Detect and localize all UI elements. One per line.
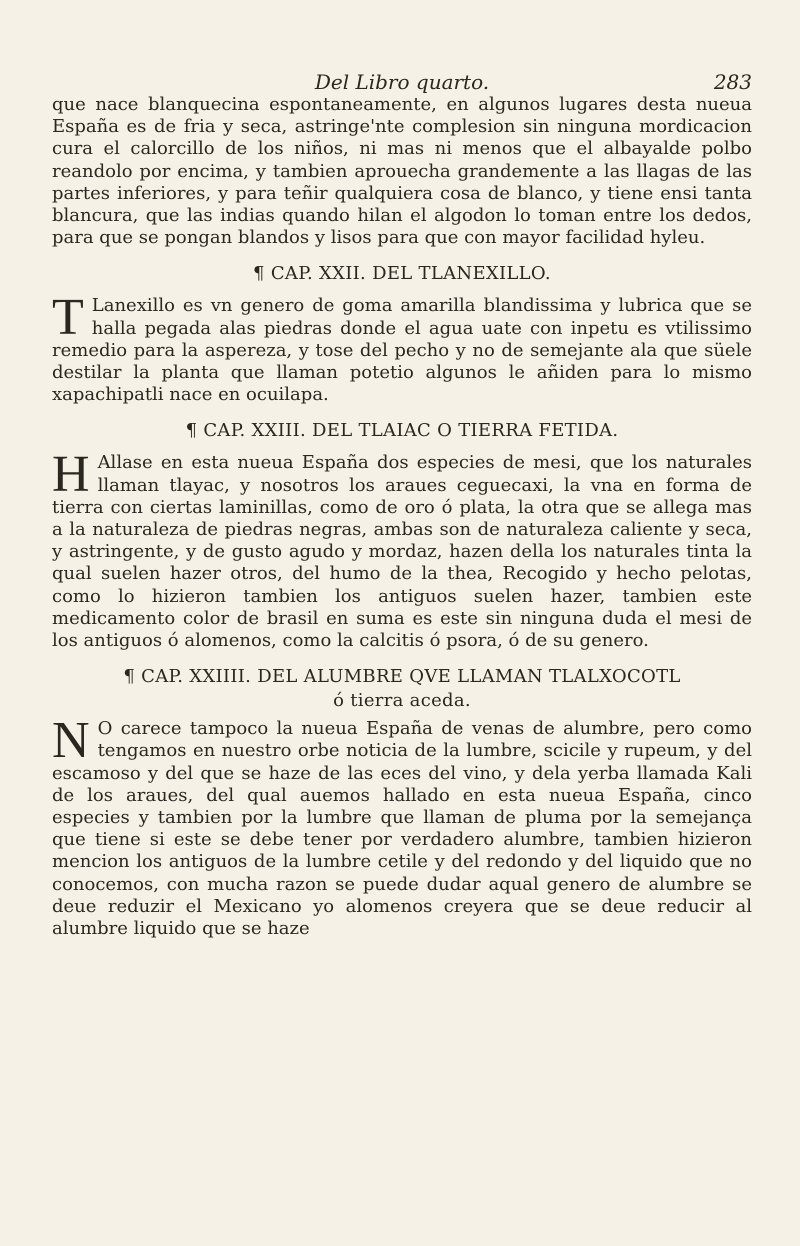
drop-cap: H: [52, 446, 90, 504]
intro-paragraph: que nace blanquecina espontaneamente, en algunos lugares desta nueua España es de fria y seca, astringe'nte complesion sin ninguna mordicacion cura el calorcillo de los niños, ni mas ni menos que el albayalde polbo reandolo por encima, y tambien aprouecha grandemente a las llagas de las partes inferiores, y para teñir qualquiera cosa de blanco, y tiene ensi tanta blancura, que las indias quando hilan el algodon lo toman entre los dedos, para que se pongan blandos y lisos para que con mayor facilidad hyleu.: [52, 94, 752, 249]
chapter-body: [52, 446, 752, 652]
chapter-24: [52, 666, 752, 940]
chapter-22: [52, 263, 752, 406]
chapter-text: Lanexillo es vn genero de goma amarilla blandissima y lubrica que se halla pegada alas piedras donde el agua uate con inpetu es vtilissimo remedio para la aspereza, y tose del pecho y no de semejante ala que süele destilar la planta que llaman potetio algunos le añiden para lo mismo xapachipatli nace en ocuilapa.: [52, 295, 752, 406]
running-header: [52, 70, 752, 94]
chapter-heading: [52, 666, 752, 712]
drop-cap: T: [52, 289, 84, 347]
chapter-body: [52, 289, 752, 406]
chapter-text: Allase en esta nueua España dos especies de mesi, que los naturales llaman tlayac, y nosotros los araues ceguecaxi, la vna en forma de tierra con ciertas laminillas, como de oro ó plata, la otra que se allega mas a la naturaleza de piedras negras, ambas son de naturaleza caliente y seca, y astringente, y de gusto agudo y mordaz, hazen della los naturales tinta la qual suelen hazer otros, del humo de la thea, Recogido y hecho pelotas, como lo hizieron tambien los antiguos suelen hazer, tambien este medicamento color de brasil en suma es este sin ninguna duda el mesi de los antiguos ó alomenos, como la calcitis ó psora, ó de su genero.: [52, 452, 752, 652]
running-title: Del Libro quarto.: [314, 70, 490, 94]
book-page: [52, 70, 752, 940]
chapter-subheading: ó tierra aceda.: [333, 690, 471, 712]
chapter-heading-main: ¶ CAP. XXIIII. DEL ALUMBRE QVE LLAMAN TLALXOCOTL: [123, 666, 681, 688]
chapter-heading: ¶ CAP. XXIII. DEL TLAIAC O TIERRA FETIDA.: [185, 420, 619, 442]
page-number: 283: [713, 70, 752, 94]
chapter-heading: ¶ CAP. XXII. DEL TLANEXILLO.: [253, 263, 551, 285]
chapter-23: [52, 420, 752, 652]
drop-cap: N: [52, 712, 90, 770]
chapter-body: [52, 712, 752, 940]
chapter-text: O carece tampoco la nueua España de venas de alumbre, pero como tengamos en nuestro orbe noticia de la lumbre, scicile y rupeum, y del escamoso y del que se haze de las eces del vino, y dela yerba llamada Kali de los araues, del qual auemos hallado en esta nueua España, cinco especies y tambien por la lumbre que llaman de pluma por la semejança que tiene si este se debe tener por verdadero alumbre, tambien hizieron mencion los antiguos de la lumbre cetile y del redondo y del liquido que no conocemos, con mucha razon se puede dudar aqual genero de alumbre se deue reduzir el Mexicano yo alomenos creyera que se deue reducir al alumbre liquido que se haze: [52, 718, 752, 940]
